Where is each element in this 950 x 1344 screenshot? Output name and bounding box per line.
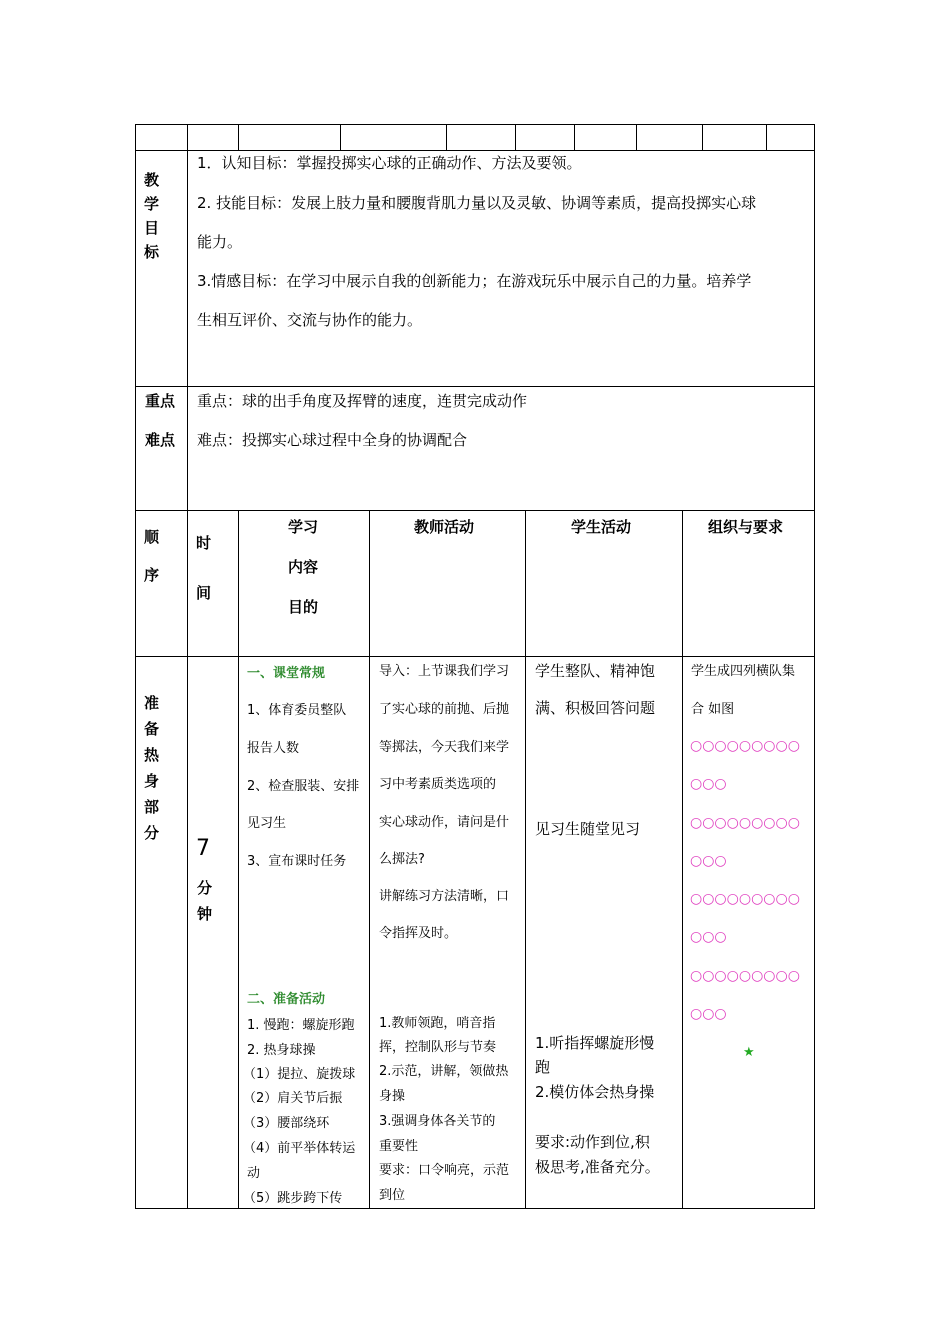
col-divider-main — [187, 124, 188, 1209]
teacher-activity-line: 1.教师领跑，哨音指 — [379, 1016, 496, 1031]
row-divider-3 — [135, 510, 815, 511]
formation-row: ○○○○○○○○○ — [690, 968, 800, 984]
objective-skill-cont: 能力。 — [197, 233, 243, 251]
objective-cognitive: 1．认知目标：掌握投掷实心球的正确动作、方法及要领。 — [197, 154, 582, 172]
routine-item: 报告人数 — [247, 741, 300, 756]
teacher-activity-line: 重要性 — [379, 1139, 419, 1154]
teacher-activity-line: 等掷法，今天我们来学 — [379, 740, 510, 755]
header-student: 学生活动 — [571, 518, 632, 536]
formation-row-tail: ○○○ — [690, 853, 727, 869]
top-row-divider — [574, 124, 575, 150]
top-row-divider — [702, 124, 703, 150]
organize-text: 学生成四列横队集 — [691, 664, 796, 679]
table-border-right — [814, 124, 815, 1209]
col-divider-teacher — [525, 510, 526, 1209]
teacher-activity-line: 到位 — [379, 1188, 406, 1203]
table-border-bottom — [135, 1208, 815, 1209]
organize-text: 合 如图 — [691, 702, 735, 717]
row-divider-4 — [135, 656, 815, 657]
objective-skill: 2. 技能目标：发展上肢力量和腰腹背肌力量以及灵敏、协调等素质，提高投掷实心球 — [197, 194, 757, 212]
objectives-label: 教学目标 — [144, 171, 160, 261]
formation-row-tail: ○○○ — [690, 929, 727, 945]
teacher-activity-line: 习中考素质类选项的 — [379, 777, 497, 792]
teacher-activity-line: 导入：上节课我们学习 — [379, 664, 510, 679]
teacher-activity-line: 挥，控制队形与节奏 — [379, 1040, 497, 1055]
routine-item: 1、体育委员整队 — [247, 703, 347, 718]
header-content-3: 目的 — [288, 598, 319, 616]
warmup-item: （4）前平举体转运 — [243, 1141, 356, 1156]
objective-emotional-cont: 生相互评价、交流与协作的能力。 — [197, 311, 423, 329]
top-row-divider — [446, 124, 447, 150]
warmup-item: 2. 热身球操 — [247, 1043, 316, 1058]
warmup-time-unit-1: 分 — [197, 879, 213, 897]
teacher-position-star-icon: ★ — [743, 1045, 755, 1060]
key-points-label-top: 重点 — [145, 392, 176, 410]
row-divider-1 — [135, 150, 815, 151]
warmup-time-unit-2: 钟 — [197, 905, 213, 923]
header-content-2: 内容 — [288, 558, 319, 576]
header-content-1: 学习 — [288, 518, 319, 536]
top-row-divider — [636, 124, 637, 150]
teacher-activity-line: 讲解练习方法清晰，口 — [379, 889, 510, 904]
warmup-item: （5）跳步跨下传 — [243, 1191, 343, 1206]
warmup-item: 1. 慢跑：螺旋形跑 — [247, 1018, 355, 1033]
col-divider-time — [238, 510, 239, 1209]
col-divider-student — [682, 510, 683, 1209]
student-activity-line: 学生整队、精神饱 — [535, 662, 656, 680]
teacher-activity-line: 身操 — [379, 1089, 406, 1104]
key-points-label-bottom: 难点 — [145, 431, 176, 449]
header-organize: 组织与要求 — [708, 518, 784, 536]
student-activity-line: 2.模仿体会热身操 — [535, 1083, 655, 1101]
student-activity-line: 跑 — [535, 1058, 551, 1076]
table-border-left — [135, 124, 136, 1209]
warmup-item: （3）腰部绕环 — [243, 1116, 330, 1131]
teacher-activity-line: 要求：口令响亮，示范 — [379, 1163, 510, 1178]
student-activity-line: 满、积极回答问题 — [535, 699, 656, 717]
header-teacher: 教师活动 — [414, 518, 475, 536]
warmup-time-number: 7 — [196, 836, 210, 861]
routine-item: 见习生 — [247, 816, 287, 831]
teacher-activity-line: 了实心球的前抛、后抛 — [379, 702, 510, 717]
formation-row: ○○○○○○○○○ — [690, 815, 800, 831]
student-activity-line: 极思考,准备充分。 — [535, 1158, 660, 1176]
student-activity-line: 1.听指挥螺旋形慢 — [535, 1034, 655, 1052]
teacher-activity-line: 实心球动作，请问是什 — [379, 815, 510, 830]
routine-item: 3、宣布课时任务 — [247, 854, 347, 869]
warmup-item: 动 — [247, 1166, 261, 1181]
top-row-divider — [238, 124, 239, 150]
teacher-activity-line: 么掷法? — [379, 852, 425, 867]
routine-heading: 一、课堂常规 — [247, 666, 326, 681]
objective-emotional: 3.情感目标：在学习中展示自我的创新能力；在游戏玩乐中展示自己的力量。培养学 — [197, 272, 752, 290]
formation-row: ○○○○○○○○○ — [690, 891, 800, 907]
difficulty-text: 难点：投掷实心球过程中全身的协调配合 — [197, 431, 468, 449]
warmup-section-label: 准备热身部分 — [144, 694, 160, 842]
student-activity-line: 见习生随堂见习 — [535, 820, 641, 838]
teacher-activity-line: 2.示范，讲解，领做热 — [379, 1064, 509, 1079]
routine-item: 2、检查服装、安排 — [247, 779, 360, 794]
formation-row-tail: ○○○ — [690, 776, 727, 792]
top-row-divider — [766, 124, 767, 150]
top-row-divider — [340, 124, 341, 150]
header-time: 时间 — [196, 534, 212, 602]
col-divider-content — [369, 510, 370, 1209]
teacher-activity-line: 令指挥及时。 — [379, 926, 458, 941]
key-point-text: 重点：球的出手角度及挥臂的速度，连贯完成动作 — [197, 392, 528, 410]
header-order: 顺序 — [144, 528, 160, 584]
row-divider-2 — [135, 386, 815, 387]
student-activity-line: 要求:动作到位,积 — [535, 1133, 650, 1151]
formation-row-tail: ○○○ — [690, 1006, 727, 1022]
warmup-item: （1）提拉、旋拨球 — [243, 1067, 356, 1082]
warmup-heading: 二、准备活动 — [247, 992, 326, 1007]
warmup-item: （2）肩关节后振 — [243, 1091, 343, 1106]
formation-row: ○○○○○○○○○ — [690, 738, 800, 754]
top-row-divider — [515, 124, 516, 150]
table-border-top — [135, 124, 815, 125]
teacher-activity-line: 3.强调身体各关节的 — [379, 1114, 496, 1129]
